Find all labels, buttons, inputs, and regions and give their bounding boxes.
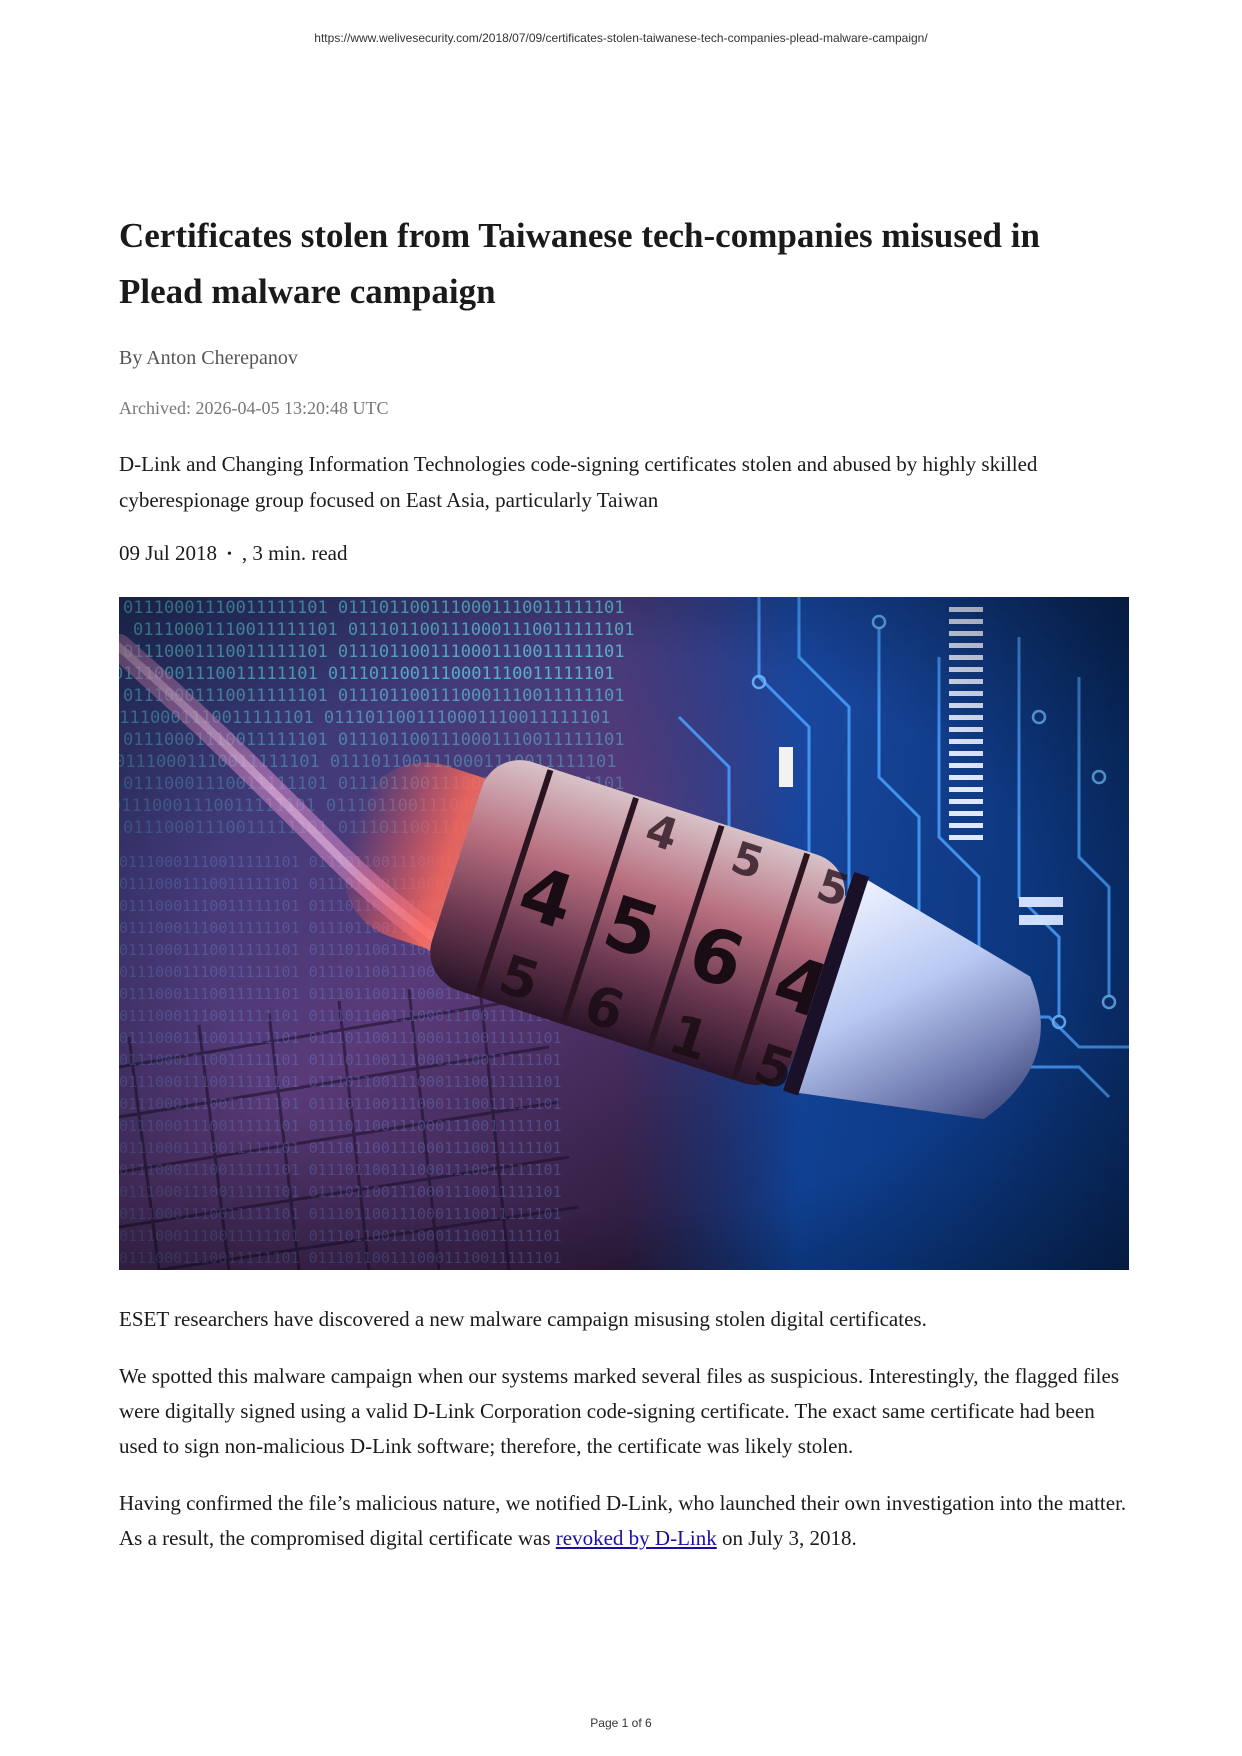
article-byline: By Anton Cherepanov xyxy=(119,347,298,369)
page-number: Page 1 of 6 xyxy=(590,1716,652,1730)
article-meta xyxy=(119,538,347,570)
article-subtitle: D-Link and Changing Information Technologies code-signing certificates stolen and abused by highly skilled cyberespionage group focused on East Asia, particularly Taiwan xyxy=(119,452,1038,512)
paragraph-intro: ESET researchers have discovered a new malware campaign misusing stolen digital certificates. xyxy=(119,1307,927,1331)
revoked-by-dlink-link[interactable]: revoked by D-Link xyxy=(555,1526,717,1550)
paragraph-discovery: We spotted this malware campaign when our systems marked several files as suspicious. Interestingly, the flagged files were digitally signed using a valid D-Link Corporation code-signing certificate. The exact same certificate had been used to sign non-malicious D-Link software; therefore, the certificate was likely stolen. xyxy=(119,1364,1120,1458)
article-title: Certificates stolen from Taiwanese tech-companies misused in Plead malware campaign xyxy=(119,216,1040,311)
padlock-circuit-illustration xyxy=(119,597,1129,1270)
paragraph-revocation-text-end: on July 3, 2018. xyxy=(716,1526,857,1550)
archived-timestamp: Archived: 2026-04-05 13:20:48 UTC xyxy=(119,398,389,418)
read-time: , 3 min. read xyxy=(241,541,348,565)
paragraph-revocation-text-start: Having confirmed the file’s malicious nature, we notified D-Link, who launched their own investigation into the matter. As a result, the compromised digital certificate was xyxy=(119,1491,1127,1550)
article-date: 09 Jul 2018 xyxy=(119,541,218,565)
hero-image xyxy=(119,597,1129,1270)
page-url-header: https://www.welivesecurity.com/2018/07/09/certificates-stolen-taiwanese-tech-companies-plead-malware-campaign/ xyxy=(314,31,928,45)
meta-separator: • xyxy=(227,547,232,562)
paragraph-revocation xyxy=(119,1486,1129,1556)
